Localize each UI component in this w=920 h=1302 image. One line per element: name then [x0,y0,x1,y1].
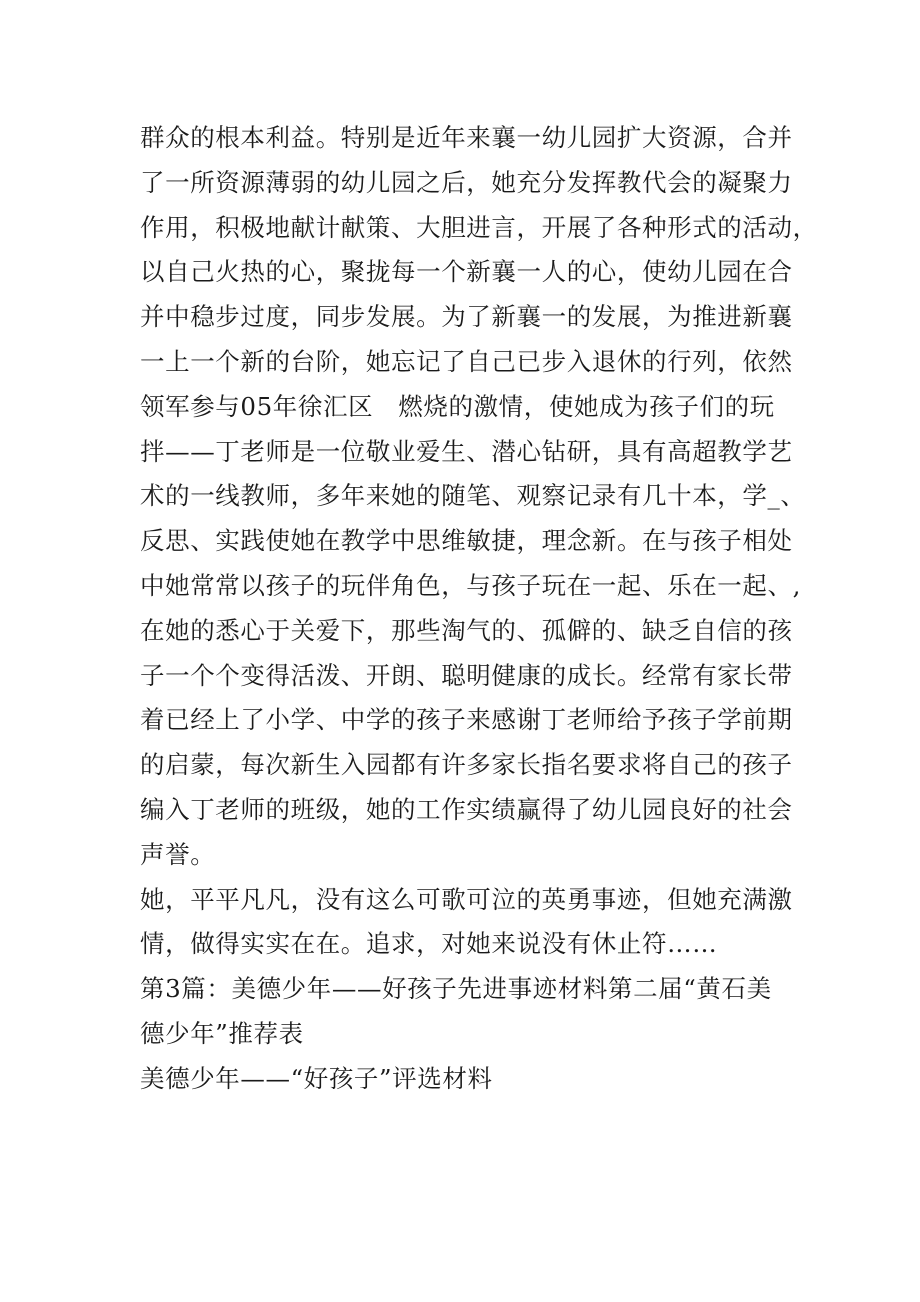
subheading-line: 美德少年——“好孩子”评选材料 [140,1063,493,1093]
subheading [140,1057,800,1102]
heading-line: 第3篇：美德少年——好孩子先进事迹材料第二届“黄石美 [140,974,772,1004]
text-line: 作用，积极地献计献策、大胆进言，开展了各种形式的活动， [140,212,818,242]
text-line: 着已经上了小学、中学的孩子来感谢丁老师给予孩子学前期 [140,705,793,735]
text-line: 群众的根本利益。特别是近年来襄一幼儿园扩大资源，合并 [140,123,793,152]
text-line: 以自己火热的心，聚拢每一个新襄一人的心，使幼儿园在合 [140,257,793,287]
section-heading [140,967,800,1057]
text-line: 了一所资源薄弱的幼儿园之后，她充分发挥教代会的凝聚力 [140,167,793,197]
text-line: 编入丁老师的班级，她的工作实绩赢得了幼儿园良好的社会 [140,794,793,824]
text-line: 反思、实践使她在教学中思维敏捷，理念新。在与孩子相处 [140,526,793,556]
text-line: 的启蒙，每次新生入园都有许多家长指名要求将自己的孩子 [140,750,793,780]
text-line: 子一个个变得活泼、开朗、聪明健康的成长。经常有家长带 [140,660,793,690]
text-line: 术的一线教师，多年来她的随笔、观察记录有几十本，学_、 [140,481,806,511]
paragraph-teacher-profile [140,116,818,878]
paragraph-summary [140,878,800,968]
text-line: 领军参与05年徐汇区 燃烧的激情，使她成为孩子们的玩 [140,391,775,421]
heading-line: 德少年”推荐表 [140,1018,304,1048]
text-line: 并中稳步过度，同步发展。为了新襄一的发展，为推进新襄 [140,302,793,332]
text-line: 中她常常以孩子的玩伴角色，与孩子玩在一起、乐在一起、, [140,570,801,600]
text-line: 她，平平凡凡，没有这么可歌可泣的英勇事迹，但她充满激 [140,884,793,914]
text-line: 情，做得实实在在。追求，对她来说没有休止符…… [140,929,718,959]
text-line: 声誉。 [140,839,216,869]
text-line: 一上一个新的台阶，她忘记了自己已步入退休的行列，依然 [140,346,793,376]
text-line: 在她的悉心于关爱下，那些淘气的、孤僻的、缺乏自信的孩 [140,615,793,645]
document-body [140,116,818,1102]
text-line: 拌——丁老师是一位敬业爱生、潜心钻研，具有高超教学艺 [140,436,793,466]
